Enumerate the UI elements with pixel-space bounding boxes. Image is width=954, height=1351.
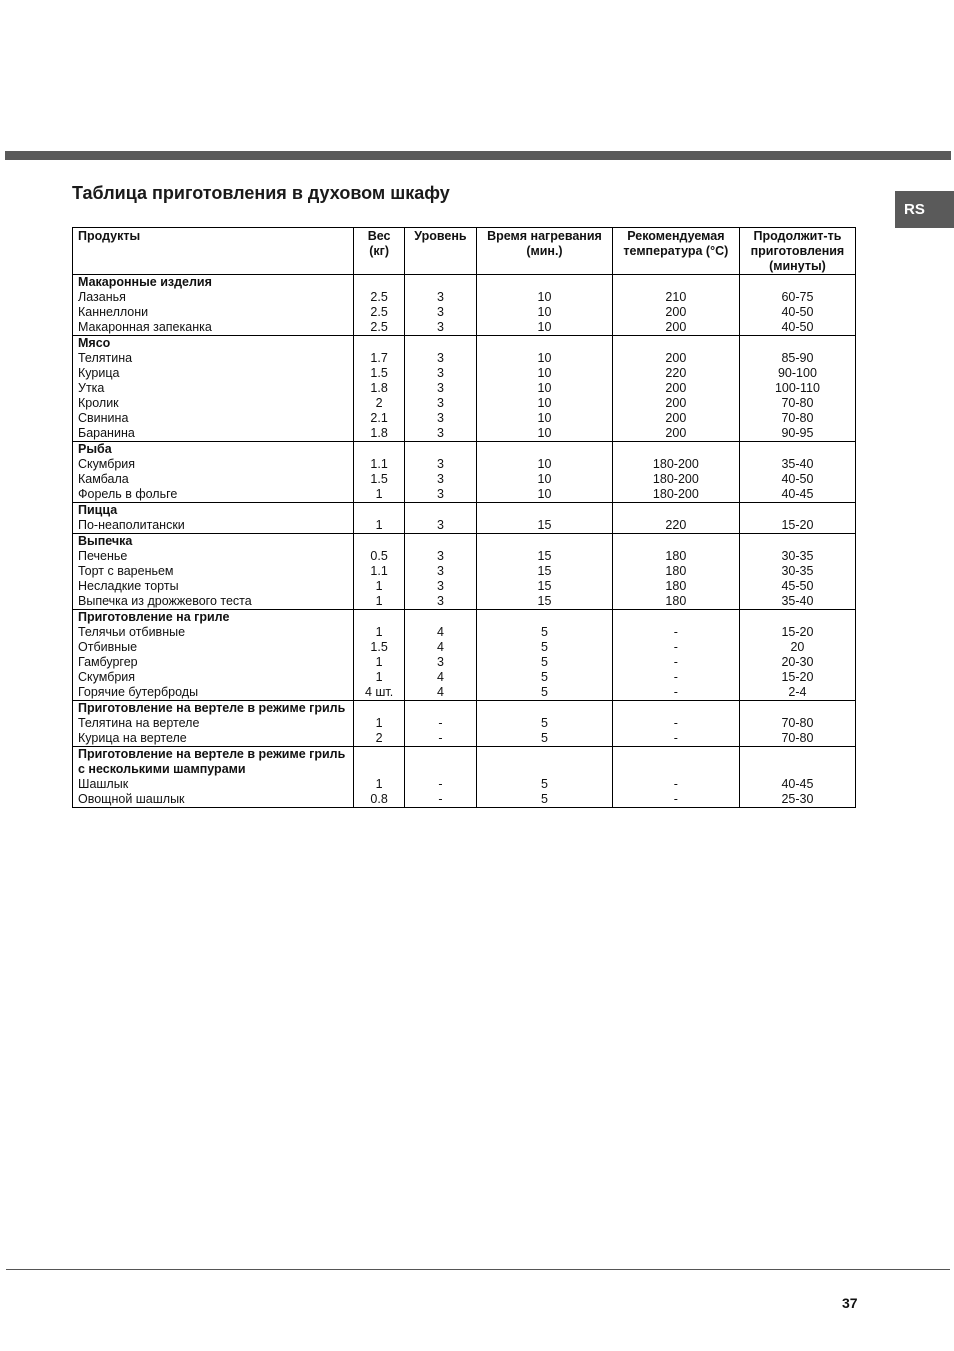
weight-cell: 2.5	[354, 320, 404, 336]
preheat-cell: 5	[477, 625, 613, 640]
header-preheat: Время нагревания (мин.)	[477, 228, 613, 275]
table-row	[73, 305, 856, 320]
temperature-cell: -	[612, 716, 739, 731]
level-cell: 3	[404, 549, 476, 564]
duration-cell: 40-45	[739, 487, 855, 503]
preheat-cell: 10	[477, 487, 613, 503]
table-row	[73, 290, 856, 305]
empty-cell	[612, 610, 739, 626]
weight-cell: 1.1	[354, 457, 404, 472]
empty-cell	[354, 747, 404, 778]
table-row	[73, 426, 856, 442]
empty-cell	[354, 701, 404, 717]
product-cell: Курица	[73, 366, 354, 381]
table-row	[73, 685, 856, 701]
table-row	[73, 472, 856, 487]
duration-cell: 35-40	[739, 457, 855, 472]
duration-cell: 45-50	[739, 579, 855, 594]
weight-cell: 1	[354, 594, 404, 610]
product-cell: Форель в фольге	[73, 487, 354, 503]
level-cell: 3	[404, 351, 476, 366]
weight-cell: 2.5	[354, 290, 404, 305]
preheat-cell: 10	[477, 320, 613, 336]
weight-cell: 1.8	[354, 381, 404, 396]
preheat-cell: 5	[477, 670, 613, 685]
empty-cell	[477, 747, 613, 778]
temperature-cell: 210	[612, 290, 739, 305]
product-cell: Лазанья	[73, 290, 354, 305]
level-cell: 4	[404, 625, 476, 640]
table-row	[73, 396, 856, 411]
duration-cell: 20	[739, 640, 855, 655]
temperature-cell: 200	[612, 426, 739, 442]
table-row	[73, 640, 856, 655]
level-cell: 3	[404, 426, 476, 442]
temperature-cell: 200	[612, 320, 739, 336]
empty-cell	[612, 336, 739, 352]
temperature-cell: -	[612, 625, 739, 640]
duration-cell: 60-75	[739, 290, 855, 305]
weight-cell: 1.5	[354, 640, 404, 655]
product-cell: Баранина	[73, 426, 354, 442]
preheat-cell: 15	[477, 594, 613, 610]
preheat-cell: 10	[477, 305, 613, 320]
product-cell: Каннеллони	[73, 305, 354, 320]
product-cell: Скумбрия	[73, 457, 354, 472]
weight-cell: 1.7	[354, 351, 404, 366]
weight-cell: 1	[354, 777, 404, 792]
level-cell: 3	[404, 579, 476, 594]
duration-cell: 15-20	[739, 670, 855, 685]
level-cell: 3	[404, 655, 476, 670]
preheat-cell: 10	[477, 351, 613, 366]
level-cell: 3	[404, 487, 476, 503]
preheat-cell: 10	[477, 411, 613, 426]
duration-cell: 35-40	[739, 594, 855, 610]
duration-cell: 25-30	[739, 792, 855, 808]
temperature-cell: 200	[612, 305, 739, 320]
table-row	[73, 792, 856, 808]
temperature-cell: -	[612, 655, 739, 670]
weight-cell: 2	[354, 396, 404, 411]
temperature-cell: 200	[612, 396, 739, 411]
temperature-cell: 180	[612, 579, 739, 594]
product-cell: Торт с вареньем	[73, 564, 354, 579]
table-row	[73, 549, 856, 564]
empty-cell	[739, 610, 855, 626]
page-title: Таблица приготовления в духовом шкафу	[72, 183, 450, 203]
table-header-row	[73, 228, 856, 275]
product-cell: Курица на вертеле	[73, 731, 354, 747]
level-cell: 4	[404, 670, 476, 685]
temperature-cell: 180-200	[612, 487, 739, 503]
level-cell: 4	[404, 640, 476, 655]
table-body	[73, 275, 856, 808]
temperature-cell: 180	[612, 549, 739, 564]
table-row	[73, 487, 856, 503]
table-row	[73, 518, 856, 534]
duration-cell: 70-80	[739, 716, 855, 731]
section-header-row	[73, 747, 856, 778]
duration-cell: 15-20	[739, 625, 855, 640]
duration-cell: 40-50	[739, 305, 855, 320]
empty-cell	[354, 275, 404, 291]
section-header-row	[73, 275, 856, 291]
preheat-cell: 5	[477, 731, 613, 747]
duration-cell: 90-100	[739, 366, 855, 381]
level-cell: 3	[404, 411, 476, 426]
level-cell: 3	[404, 366, 476, 381]
duration-cell: 85-90	[739, 351, 855, 366]
weight-cell: 1	[354, 579, 404, 594]
section-title: Пицца	[73, 503, 354, 519]
table-row	[73, 564, 856, 579]
product-cell: Кролик	[73, 396, 354, 411]
weight-cell: 1	[354, 670, 404, 685]
page-number: 37	[842, 1295, 858, 1311]
preheat-cell: 15	[477, 549, 613, 564]
level-cell: 4	[404, 685, 476, 701]
duration-cell: 100-110	[739, 381, 855, 396]
section-header-row	[73, 503, 856, 519]
section-title: Рыба	[73, 442, 354, 458]
weight-cell: 4 шт.	[354, 685, 404, 701]
empty-cell	[404, 701, 476, 717]
product-cell: Скумбрия	[73, 670, 354, 685]
product-cell: Свинина	[73, 411, 354, 426]
level-cell: 3	[404, 457, 476, 472]
empty-cell	[404, 442, 476, 458]
language-tab: RS	[895, 191, 954, 228]
temperature-cell: 180-200	[612, 457, 739, 472]
product-cell: Телятина на вертеле	[73, 716, 354, 731]
empty-cell	[739, 701, 855, 717]
table-row	[73, 731, 856, 747]
empty-cell	[612, 442, 739, 458]
top-bar	[5, 151, 951, 160]
level-cell: 3	[404, 396, 476, 411]
preheat-cell: 5	[477, 640, 613, 655]
preheat-cell: 15	[477, 518, 613, 534]
preheat-cell: 5	[477, 685, 613, 701]
section-title: Приготовление на вертеле в режиме гриль	[73, 701, 354, 717]
preheat-cell: 5	[477, 716, 613, 731]
table-row	[73, 320, 856, 336]
section-header-row	[73, 610, 856, 626]
level-cell: 3	[404, 320, 476, 336]
weight-cell: 1.1	[354, 564, 404, 579]
preheat-cell: 15	[477, 564, 613, 579]
empty-cell	[404, 503, 476, 519]
header-weight: Вес (кг)	[354, 228, 404, 275]
product-cell: Гамбургер	[73, 655, 354, 670]
preheat-cell: 10	[477, 457, 613, 472]
product-cell: Утка	[73, 381, 354, 396]
empty-cell	[612, 503, 739, 519]
temperature-cell: -	[612, 640, 739, 655]
header-duration: Продолжит-ть приготовления (минуты)	[739, 228, 855, 275]
duration-cell: 40-45	[739, 777, 855, 792]
empty-cell	[477, 701, 613, 717]
empty-cell	[404, 336, 476, 352]
temperature-cell: -	[612, 777, 739, 792]
table-row	[73, 655, 856, 670]
empty-cell	[739, 503, 855, 519]
weight-cell: 1.8	[354, 426, 404, 442]
temperature-cell: 200	[612, 411, 739, 426]
section-header-row	[73, 336, 856, 352]
duration-cell: 30-35	[739, 549, 855, 564]
empty-cell	[739, 534, 855, 550]
product-cell: Телятина	[73, 351, 354, 366]
temperature-cell: -	[612, 670, 739, 685]
cooking-table	[72, 227, 856, 808]
table-row	[73, 366, 856, 381]
duration-cell: 40-50	[739, 472, 855, 487]
empty-cell	[354, 503, 404, 519]
empty-cell	[477, 503, 613, 519]
table-row	[73, 777, 856, 792]
product-cell: Горячие бутерброды	[73, 685, 354, 701]
empty-cell	[477, 336, 613, 352]
product-cell: Шашлык	[73, 777, 354, 792]
empty-cell	[477, 275, 613, 291]
preheat-cell: 5	[477, 792, 613, 808]
level-cell: 3	[404, 472, 476, 487]
temperature-cell: 220	[612, 518, 739, 534]
empty-cell	[739, 442, 855, 458]
weight-cell: 1	[354, 487, 404, 503]
product-cell: По-неаполитански	[73, 518, 354, 534]
product-cell: Печенье	[73, 549, 354, 564]
temperature-cell: -	[612, 792, 739, 808]
duration-cell: 70-80	[739, 396, 855, 411]
level-cell: 3	[404, 290, 476, 305]
preheat-cell: 5	[477, 655, 613, 670]
empty-cell	[354, 534, 404, 550]
section-title: Мясо	[73, 336, 354, 352]
product-cell: Несладкие торты	[73, 579, 354, 594]
weight-cell: 0.5	[354, 549, 404, 564]
product-cell: Овощной шашлык	[73, 792, 354, 808]
temperature-cell: 180	[612, 594, 739, 610]
weight-cell: 1.5	[354, 366, 404, 381]
table-row	[73, 594, 856, 610]
table-row	[73, 579, 856, 594]
empty-cell	[404, 747, 476, 778]
empty-cell	[354, 610, 404, 626]
duration-cell: 90-95	[739, 426, 855, 442]
table-row	[73, 381, 856, 396]
weight-cell: 1	[354, 518, 404, 534]
table-row	[73, 457, 856, 472]
level-cell: -	[404, 731, 476, 747]
duration-cell: 2-4	[739, 685, 855, 701]
preheat-cell: 10	[477, 426, 613, 442]
empty-cell	[404, 610, 476, 626]
empty-cell	[404, 275, 476, 291]
product-cell: Макаронная запеканка	[73, 320, 354, 336]
empty-cell	[739, 336, 855, 352]
preheat-cell: 10	[477, 472, 613, 487]
preheat-cell: 10	[477, 366, 613, 381]
temperature-cell: -	[612, 685, 739, 701]
product-cell: Отбивные	[73, 640, 354, 655]
empty-cell	[612, 701, 739, 717]
section-header-row	[73, 442, 856, 458]
weight-cell: 1	[354, 716, 404, 731]
temperature-cell: 180	[612, 564, 739, 579]
preheat-cell: 10	[477, 396, 613, 411]
product-cell: Камбала	[73, 472, 354, 487]
empty-cell	[477, 442, 613, 458]
temperature-cell: -	[612, 731, 739, 747]
level-cell: 3	[404, 594, 476, 610]
section-title: Приготовление на вертеле в режиме гриль с несколькими шампурами	[73, 747, 354, 778]
duration-cell: 15-20	[739, 518, 855, 534]
duration-cell: 40-50	[739, 320, 855, 336]
empty-cell	[354, 442, 404, 458]
duration-cell: 30-35	[739, 564, 855, 579]
table-row	[73, 625, 856, 640]
duration-cell: 20-30	[739, 655, 855, 670]
empty-cell	[739, 747, 855, 778]
section-header-row	[73, 701, 856, 717]
product-cell: Выпечка из дрожжевого теста	[73, 594, 354, 610]
section-title: Макаронные изделия	[73, 275, 354, 291]
preheat-cell: 15	[477, 579, 613, 594]
temperature-cell: 220	[612, 366, 739, 381]
temperature-cell: 180-200	[612, 472, 739, 487]
table-row	[73, 670, 856, 685]
temperature-cell: 200	[612, 381, 739, 396]
section-title: Приготовление на гриле	[73, 610, 354, 626]
weight-cell: 1.5	[354, 472, 404, 487]
empty-cell	[612, 534, 739, 550]
preheat-cell: 5	[477, 777, 613, 792]
header-temperature: Рекомендуемая температура (°C)	[612, 228, 739, 275]
weight-cell: 2.5	[354, 305, 404, 320]
level-cell: -	[404, 716, 476, 731]
table-row	[73, 411, 856, 426]
preheat-cell: 10	[477, 381, 613, 396]
header-product: Продукты	[73, 228, 354, 275]
empty-cell	[354, 336, 404, 352]
table-row	[73, 716, 856, 731]
section-title: Выпечка	[73, 534, 354, 550]
duration-cell: 70-80	[739, 411, 855, 426]
empty-cell	[404, 534, 476, 550]
bottom-rule	[6, 1269, 950, 1270]
duration-cell: 70-80	[739, 731, 855, 747]
weight-cell: 0.8	[354, 792, 404, 808]
weight-cell: 1	[354, 625, 404, 640]
preheat-cell: 10	[477, 290, 613, 305]
temperature-cell: 200	[612, 351, 739, 366]
weight-cell: 1	[354, 655, 404, 670]
level-cell: 3	[404, 381, 476, 396]
level-cell: 3	[404, 518, 476, 534]
level-cell: -	[404, 792, 476, 808]
empty-cell	[739, 275, 855, 291]
empty-cell	[477, 534, 613, 550]
section-header-row	[73, 534, 856, 550]
level-cell: 3	[404, 305, 476, 320]
empty-cell	[612, 275, 739, 291]
table-row	[73, 351, 856, 366]
empty-cell	[477, 610, 613, 626]
empty-cell	[612, 747, 739, 778]
header-level: Уровень	[404, 228, 476, 275]
level-cell: 3	[404, 564, 476, 579]
weight-cell: 2	[354, 731, 404, 747]
level-cell: -	[404, 777, 476, 792]
product-cell: Телячьи отбивные	[73, 625, 354, 640]
weight-cell: 2.1	[354, 411, 404, 426]
